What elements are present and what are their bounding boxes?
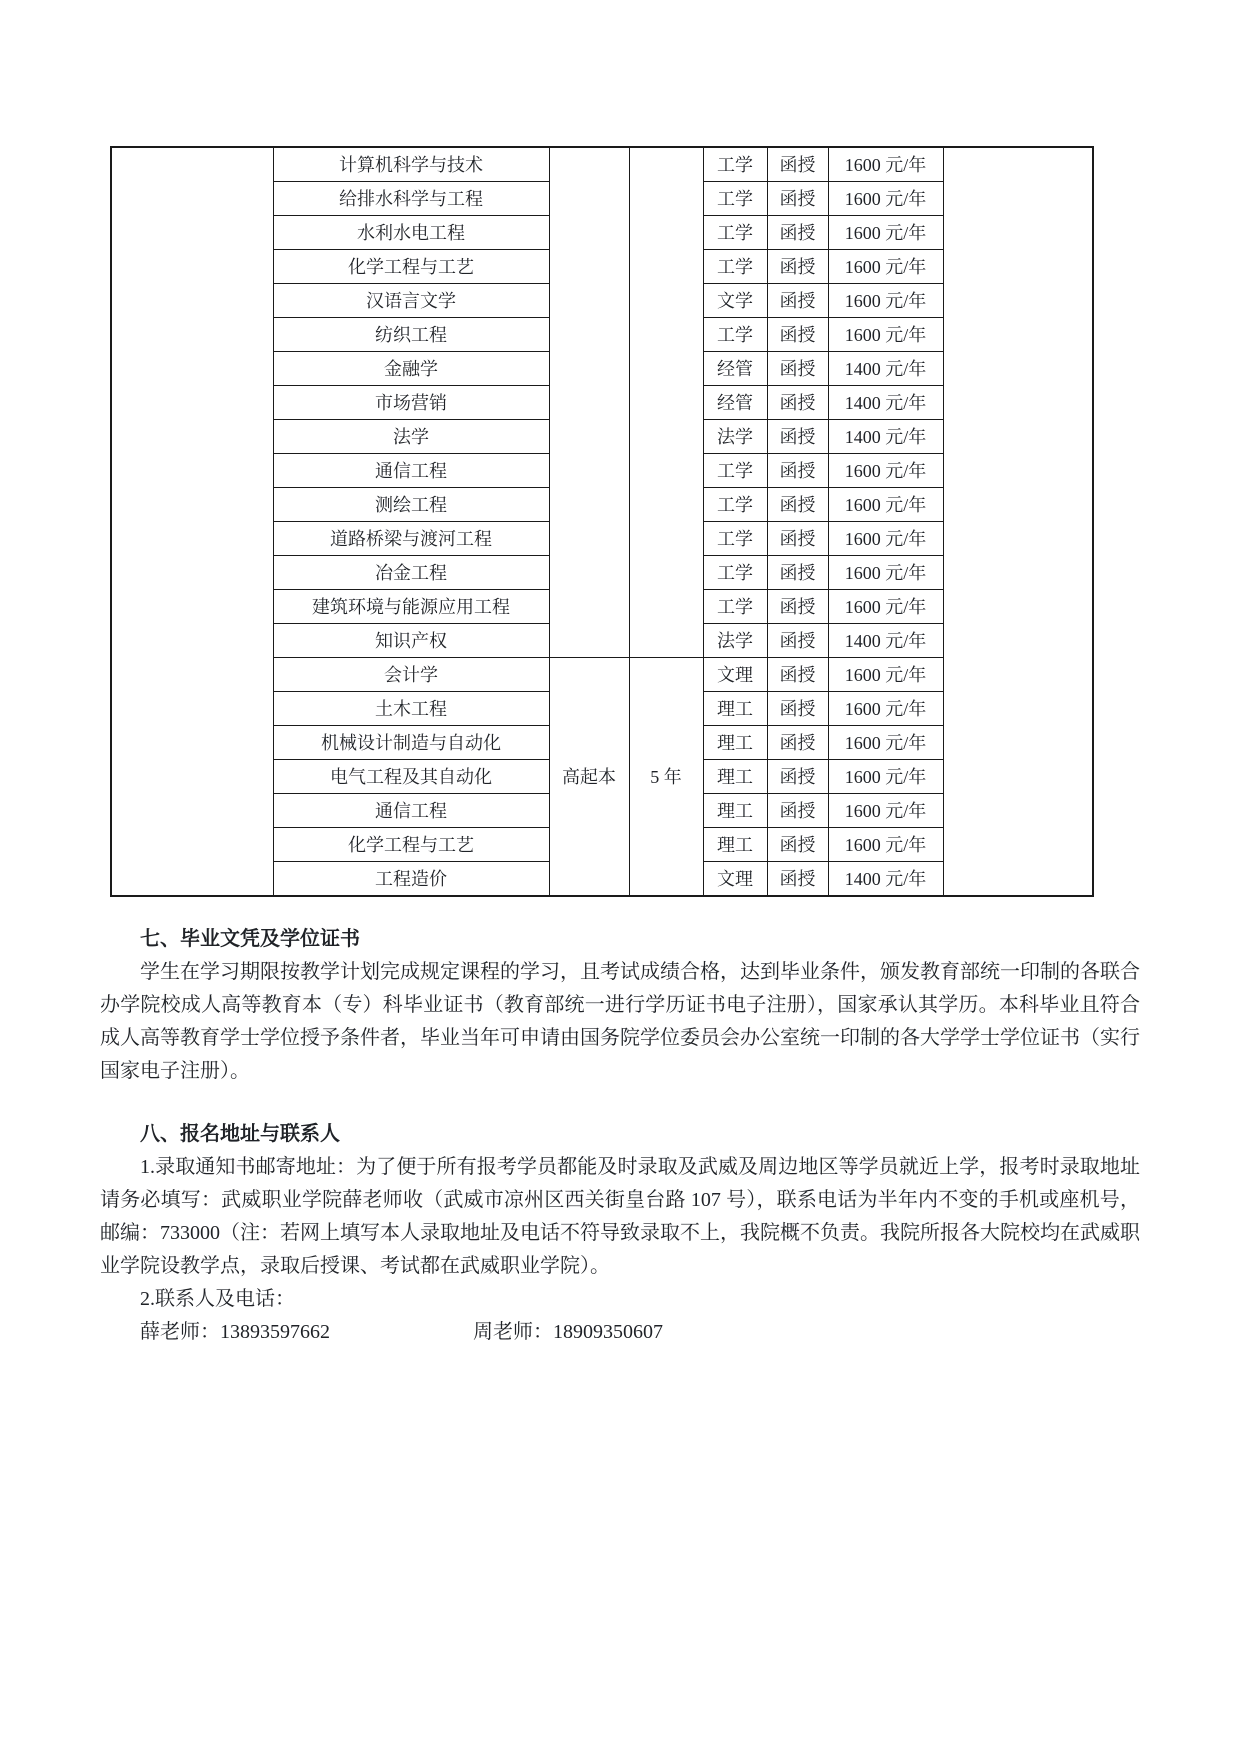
tuition-cell: 1400 元/年	[828, 624, 943, 658]
major-cell: 冶金工程	[273, 556, 549, 590]
method-cell: 函授	[767, 420, 828, 454]
category-cell: 工学	[703, 182, 767, 216]
method-cell: 函授	[767, 794, 828, 828]
category-cell: 工学	[703, 556, 767, 590]
section7-paragraph: 学生在学习期限按教学计划完成规定课程的学习，且考试成绩合格，达到毕业条件，颁发教育部统一印制的各联合办学院校成人高等教育本（专）科毕业证书（教育部统一进行学历证书电子注册），国家承认其学历。本科毕业且符合成人高等教育学士学位授予条件者，毕业当年可申请由国务院学位委员会办公室统一印制的各大学学士学位证书（实行国家电子注册）。	[100, 961, 1140, 1082]
category-cell: 文理	[703, 658, 767, 692]
method-cell: 函授	[767, 352, 828, 386]
text-block	[100, 910, 1140, 1349]
tuition-cell: 1600 元/年	[828, 488, 943, 522]
category-cell: 理工	[703, 726, 767, 760]
category-cell: 经管	[703, 386, 767, 420]
method-cell: 函授	[767, 386, 828, 420]
level-cell: 高起本	[549, 658, 629, 897]
method-cell: 函授	[767, 522, 828, 556]
method-cell: 函授	[767, 182, 828, 216]
category-cell: 工学	[703, 147, 767, 182]
major-cell: 土木工程	[273, 692, 549, 726]
method-cell: 函授	[767, 556, 828, 590]
duration-cell: 5 年	[629, 658, 703, 897]
tuition-cell: 1600 元/年	[828, 284, 943, 318]
method-cell: 函授	[767, 726, 828, 760]
tuition-cell: 1600 元/年	[828, 794, 943, 828]
level-cell	[549, 147, 629, 658]
method-cell: 函授	[767, 318, 828, 352]
tuition-cell: 1400 元/年	[828, 386, 943, 420]
category-cell: 工学	[703, 488, 767, 522]
method-cell: 函授	[767, 624, 828, 658]
duration-cell	[629, 147, 703, 658]
category-cell: 法学	[703, 624, 767, 658]
major-cell: 通信工程	[273, 454, 549, 488]
category-cell: 法学	[703, 420, 767, 454]
section7-heading: 七、毕业文凭及学位证书	[140, 928, 360, 950]
tuition-cell: 1600 元/年	[828, 726, 943, 760]
method-cell: 函授	[767, 692, 828, 726]
major-cell: 金融学	[273, 352, 549, 386]
left-margin-cell	[111, 147, 273, 896]
major-cell: 化学工程与工艺	[273, 828, 549, 862]
category-cell: 工学	[703, 522, 767, 556]
category-cell: 文理	[703, 862, 767, 897]
section8-paragraph2: 2.联系人及电话：	[140, 1288, 295, 1310]
category-cell: 经管	[703, 352, 767, 386]
tuition-cell: 1600 元/年	[828, 828, 943, 862]
majors-table-body	[111, 147, 1093, 896]
tuition-cell: 1600 元/年	[828, 590, 943, 624]
tuition-cell: 1400 元/年	[828, 862, 943, 897]
major-cell: 水利水电工程	[273, 216, 549, 250]
tuition-cell: 1600 元/年	[828, 216, 943, 250]
contact-zhou: 周老师：18909350607	[473, 1321, 663, 1343]
method-cell: 函授	[767, 250, 828, 284]
tuition-cell: 1600 元/年	[828, 658, 943, 692]
category-cell: 理工	[703, 760, 767, 794]
major-cell: 纺织工程	[273, 318, 549, 352]
tuition-cell: 1600 元/年	[828, 250, 943, 284]
major-cell: 市场营销	[273, 386, 549, 420]
major-cell: 汉语言文学	[273, 284, 549, 318]
major-cell: 工程造价	[273, 862, 549, 897]
method-cell: 函授	[767, 284, 828, 318]
major-cell: 通信工程	[273, 794, 549, 828]
tuition-cell: 1400 元/年	[828, 420, 943, 454]
tuition-cell: 1400 元/年	[828, 352, 943, 386]
major-cell: 给排水科学与工程	[273, 182, 549, 216]
category-cell: 理工	[703, 794, 767, 828]
major-cell: 知识产权	[273, 624, 549, 658]
major-cell: 法学	[273, 420, 549, 454]
method-cell: 函授	[767, 216, 828, 250]
section8-heading: 八、报名地址与联系人	[140, 1123, 340, 1145]
major-cell: 建筑环境与能源应用工程	[273, 590, 549, 624]
method-cell: 函授	[767, 488, 828, 522]
majors-table	[110, 146, 1094, 897]
tuition-cell: 1600 元/年	[828, 692, 943, 726]
tuition-cell: 1600 元/年	[828, 318, 943, 352]
section8-paragraph1: 1.录取通知书邮寄地址：为了便于所有报考学员都能及时录取及武威及周边地区等学员就近上学，报考时录取地址请务必填写：武威职业学院薛老师收（武威市凉州区西关街皇台路 107 号），联系电话为半年内不变的手机或座机号，邮编：733000（注：若网上填写本人录取地址及电话不符导致录取不上，我院概不负责。我院所报各大院校均在武威职业学院设教学点，录取后授课、考试都在武威职业学院）。	[100, 1156, 1140, 1277]
method-cell: 函授	[767, 658, 828, 692]
contacts-line	[100, 1316, 1140, 1349]
tuition-cell: 1600 元/年	[828, 147, 943, 182]
category-cell: 理工	[703, 692, 767, 726]
tuition-cell: 1600 元/年	[828, 556, 943, 590]
tuition-cell: 1600 元/年	[828, 454, 943, 488]
category-cell: 工学	[703, 216, 767, 250]
major-cell: 测绘工程	[273, 488, 549, 522]
method-cell: 函授	[767, 590, 828, 624]
category-cell: 工学	[703, 250, 767, 284]
method-cell: 函授	[767, 454, 828, 488]
method-cell: 函授	[767, 828, 828, 862]
major-cell: 机械设计制造与自动化	[273, 726, 549, 760]
method-cell: 函授	[767, 862, 828, 897]
table-row	[111, 147, 1093, 182]
major-cell: 计算机科学与技术	[273, 147, 549, 182]
tuition-cell: 1600 元/年	[828, 182, 943, 216]
category-cell: 理工	[703, 828, 767, 862]
tuition-cell: 1600 元/年	[828, 522, 943, 556]
category-cell: 工学	[703, 590, 767, 624]
major-cell: 化学工程与工艺	[273, 250, 549, 284]
method-cell: 函授	[767, 147, 828, 182]
right-margin-cell	[943, 147, 1093, 896]
category-cell: 文学	[703, 284, 767, 318]
contact-xue: 薛老师：13893597662	[140, 1321, 330, 1343]
category-cell: 工学	[703, 454, 767, 488]
method-cell: 函授	[767, 760, 828, 794]
major-cell: 电气工程及其自动化	[273, 760, 549, 794]
category-cell: 工学	[703, 318, 767, 352]
tuition-cell: 1600 元/年	[828, 760, 943, 794]
major-cell: 道路桥梁与渡河工程	[273, 522, 549, 556]
major-cell: 会计学	[273, 658, 549, 692]
